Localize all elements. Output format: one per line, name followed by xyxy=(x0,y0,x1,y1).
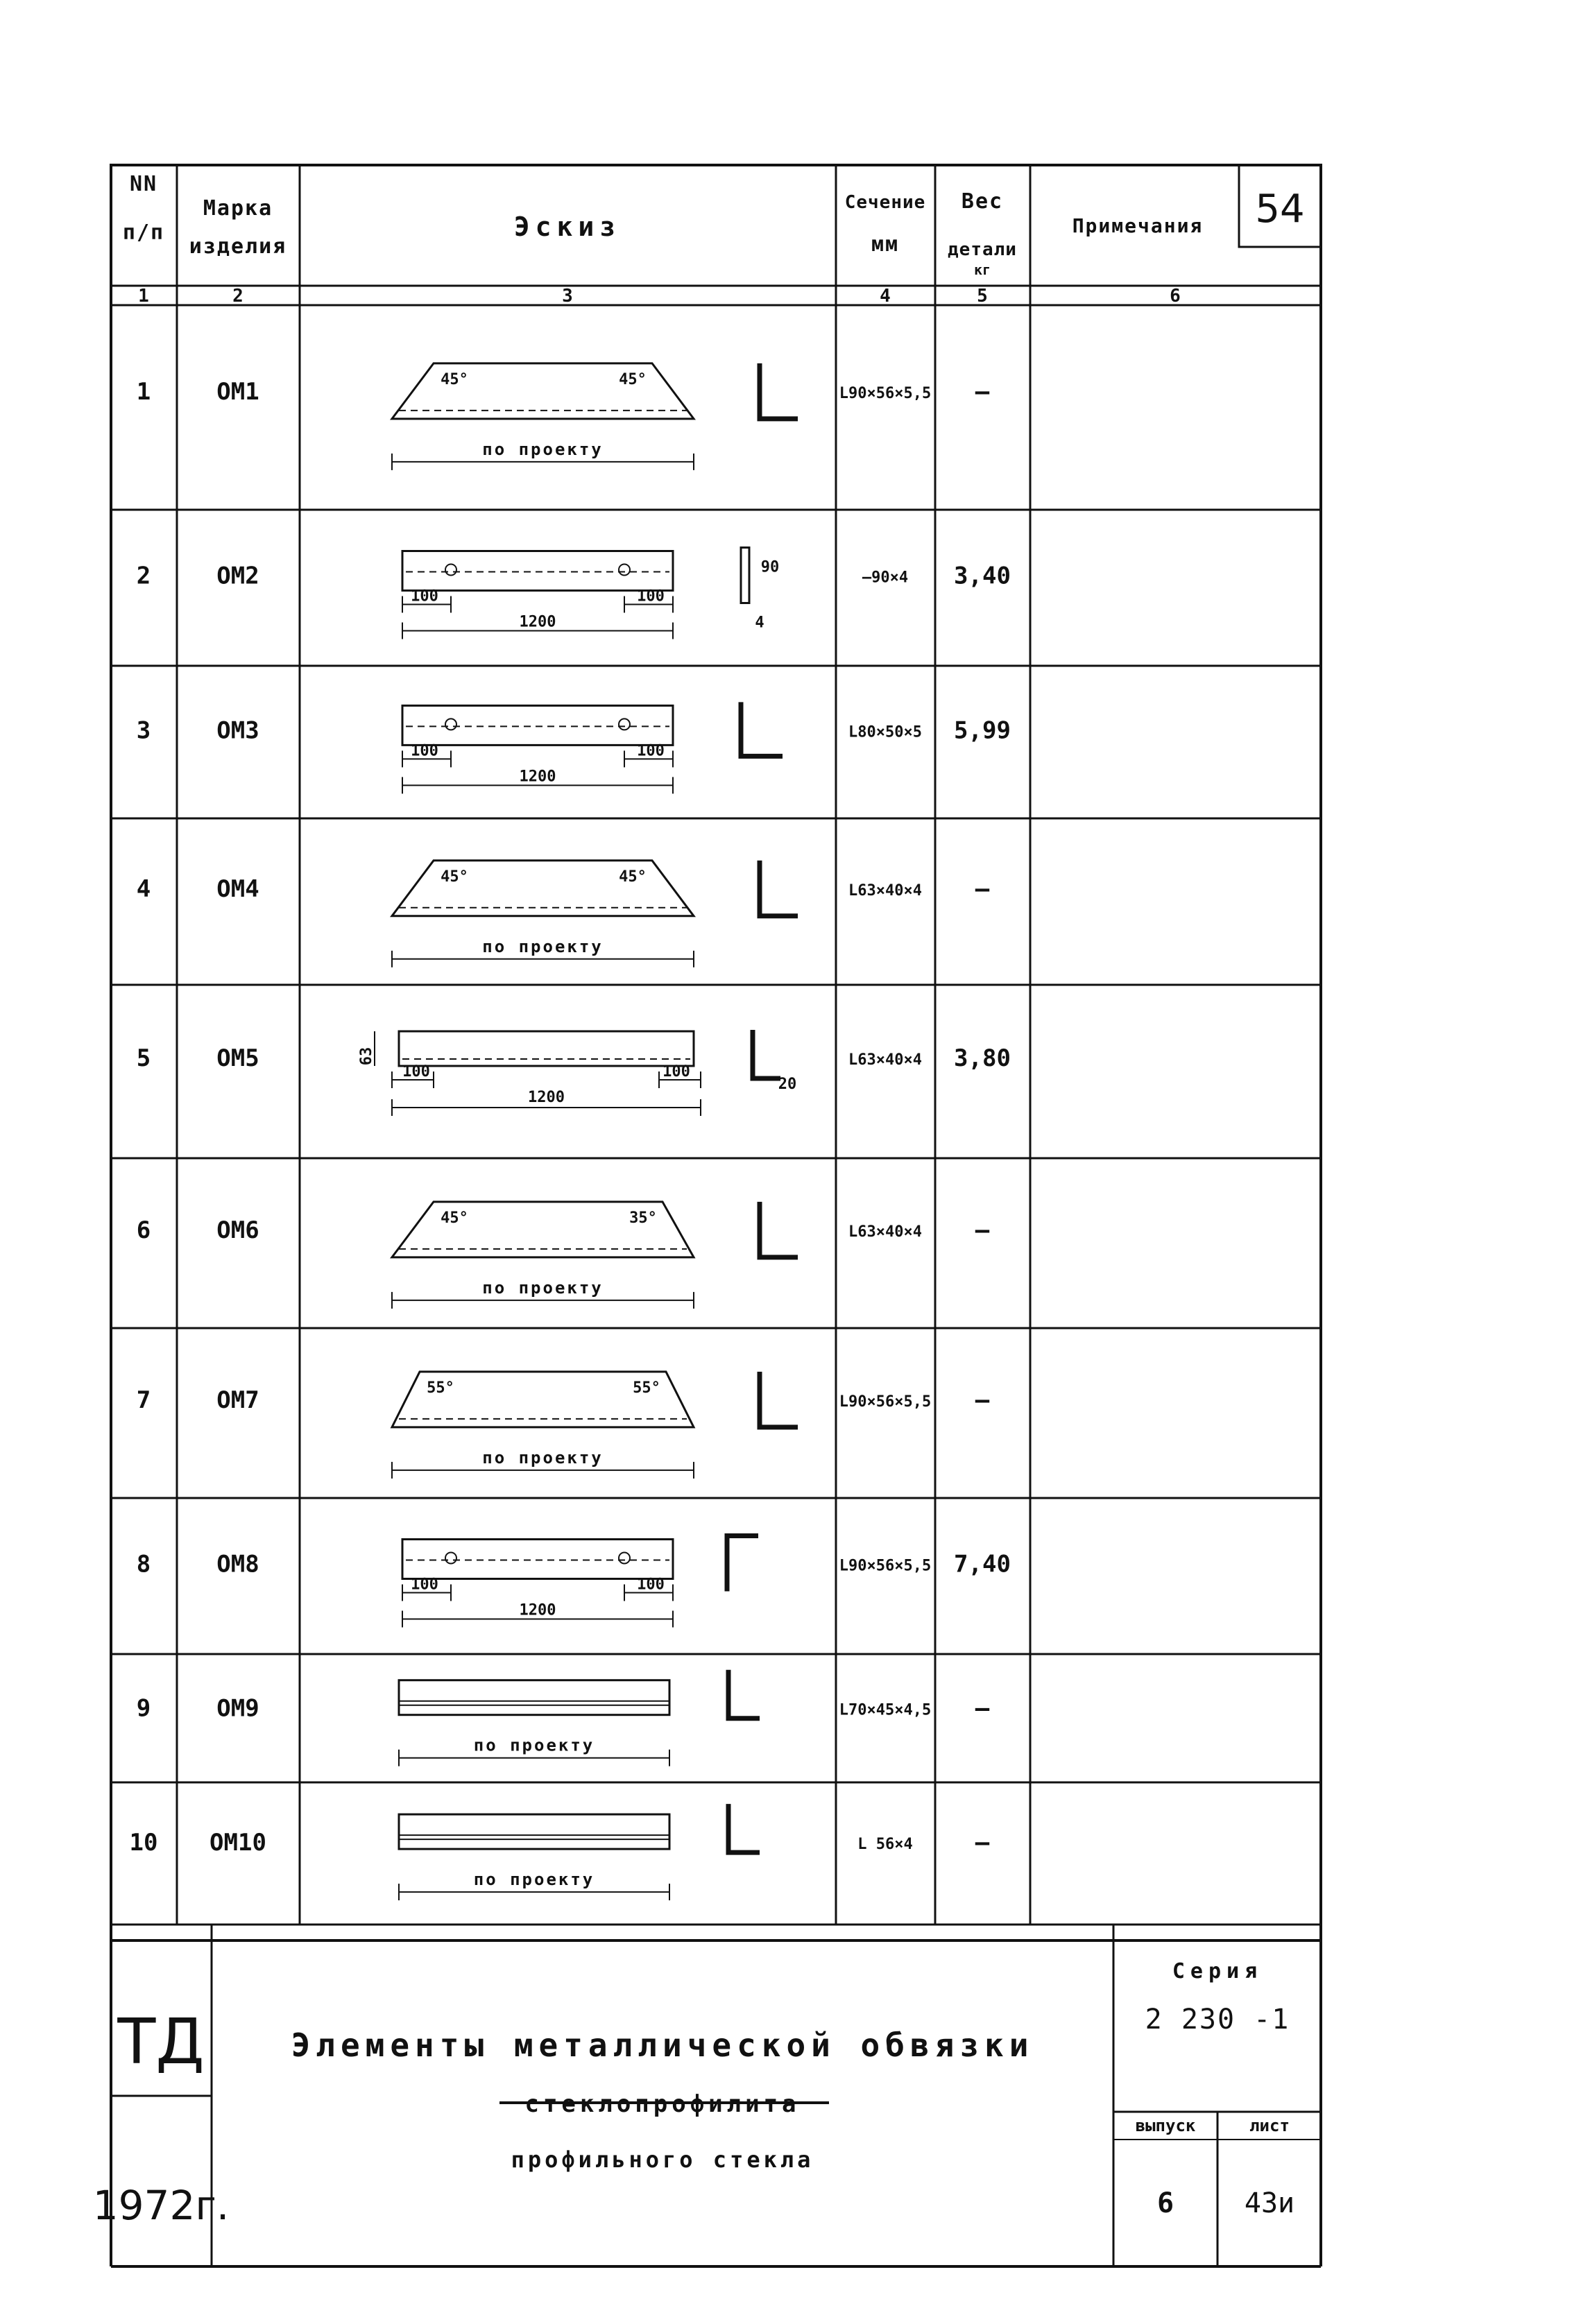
left-offset-label: 100 xyxy=(411,742,438,760)
header-pp: п/п xyxy=(122,221,165,245)
header-mark: Марка xyxy=(203,196,273,221)
colnum-5: 5 xyxy=(977,286,988,307)
row-number: 9 xyxy=(136,1694,151,1723)
colnum-4: 4 xyxy=(880,286,891,307)
row-weight: – xyxy=(975,1829,990,1857)
hole-marker xyxy=(445,718,456,730)
title-struck: стеклопрофилита xyxy=(524,2090,801,2118)
row-section: L 56×4 xyxy=(857,1836,913,1854)
hole-marker xyxy=(619,565,630,576)
row-section: L90×56×5,5 xyxy=(839,1557,932,1575)
row-weight: – xyxy=(975,1694,990,1723)
colnum-1: 1 xyxy=(138,286,149,307)
inverted-angle-icon xyxy=(727,1536,758,1592)
row-number: 1 xyxy=(136,377,151,406)
angle-right-label: 45° xyxy=(619,868,647,886)
header-nn: NN xyxy=(129,172,158,196)
length-label: по проекту xyxy=(473,1735,595,1755)
row-section: –90×4 xyxy=(862,569,909,587)
colnum-3: 3 xyxy=(562,286,573,307)
angle-icon xyxy=(760,1372,798,1427)
org-mark: ТД xyxy=(117,2006,205,2078)
row-mark: ОМ2 xyxy=(216,562,259,590)
page-number: 54 xyxy=(1255,187,1305,232)
series-value: 2 230 -1 xyxy=(1145,2004,1290,2035)
hole-marker xyxy=(619,1553,630,1564)
row-number: 7 xyxy=(136,1386,151,1414)
right-offset-label: 100 xyxy=(637,1576,665,1594)
row-weight: – xyxy=(975,875,990,903)
row-number: 5 xyxy=(136,1044,151,1072)
row-mark: ОМ10 xyxy=(210,1829,266,1857)
sketch-bar xyxy=(399,1031,694,1066)
colnum-6: 6 xyxy=(1170,286,1181,307)
table-body xyxy=(111,363,1321,1925)
row-section: L80×50×5 xyxy=(848,723,922,741)
row-weight: 7,40 xyxy=(954,1550,1011,1578)
row-mark: ОМ3 xyxy=(216,716,259,745)
year-mark: 1972г. xyxy=(92,2182,230,2229)
series-label: Серия xyxy=(1172,1959,1263,1983)
row-mark: ОМ9 xyxy=(216,1694,259,1723)
header-weight: Вес xyxy=(961,189,1004,214)
row-section: L90×56×5,5 xyxy=(839,384,932,402)
plate-section-icon xyxy=(741,548,749,603)
header-kg: кг xyxy=(973,261,991,278)
sheet-value: 43и xyxy=(1244,2187,1295,2219)
row-weight: – xyxy=(975,1216,990,1244)
angle-icon xyxy=(760,363,798,419)
row-mark: ОМ6 xyxy=(216,1216,259,1244)
angle-right-label: 55° xyxy=(633,1379,660,1397)
side-thickness-label: 4 xyxy=(755,614,764,632)
angle-left-label: 45° xyxy=(441,1209,468,1227)
right-offset-label: 100 xyxy=(663,1063,690,1081)
row-mark: ОМ1 xyxy=(216,377,259,406)
sketch-plate xyxy=(402,551,673,591)
header-detail: детали xyxy=(948,239,1017,260)
angle-left-label: 45° xyxy=(441,868,468,886)
header-section: Сечение xyxy=(844,192,926,213)
length-label: 1200 xyxy=(519,768,556,786)
angle-right-label: 35° xyxy=(629,1209,657,1227)
hole-marker xyxy=(445,1553,456,1564)
angle-left-label: 55° xyxy=(427,1379,454,1397)
title-sub: профильного стекла xyxy=(511,2146,814,2173)
row-weight: 5,99 xyxy=(954,716,1011,745)
row-section: L63×40×4 xyxy=(848,1223,922,1241)
row-number: 3 xyxy=(136,716,151,745)
side-label: 20 xyxy=(778,1076,797,1093)
angle-icon xyxy=(760,1202,798,1257)
length-label: 1200 xyxy=(519,1601,556,1619)
header-product: изделия xyxy=(189,234,287,259)
row-mark: ОМ5 xyxy=(216,1044,259,1072)
issue-value: 6 xyxy=(1156,2187,1174,2219)
title-main: Элементы металлической обвязки xyxy=(291,2026,1034,2064)
row-number: 6 xyxy=(136,1216,151,1244)
header-notes: Примечания xyxy=(1072,214,1204,237)
right-offset-label: 100 xyxy=(637,587,665,605)
row-number: 4 xyxy=(136,875,151,903)
hole-marker xyxy=(445,565,456,576)
row-mark: ОМ4 xyxy=(216,875,259,903)
left-offset-label: 100 xyxy=(411,587,438,605)
sketch-rect xyxy=(399,1680,669,1715)
row-weight: – xyxy=(975,1386,990,1414)
angle-icon xyxy=(760,861,798,916)
row-weight: 3,40 xyxy=(954,562,1011,590)
length-label: по проекту xyxy=(482,936,604,956)
length-label: по проекту xyxy=(473,1870,595,1890)
length-label: 1200 xyxy=(528,1089,565,1106)
row-weight: – xyxy=(975,377,990,406)
row-number: 10 xyxy=(129,1829,158,1857)
side-height-label: 90 xyxy=(760,558,780,576)
row-number: 2 xyxy=(136,562,151,590)
right-offset-label: 100 xyxy=(637,742,665,760)
hole-marker xyxy=(619,718,630,730)
left-offset-label: 100 xyxy=(411,1576,438,1594)
header-sketch: Эскиз xyxy=(513,212,622,242)
length-label: по проекту xyxy=(482,439,604,459)
angle-right-label: 45° xyxy=(619,370,647,388)
angle-icon xyxy=(753,1030,780,1078)
angle-icon xyxy=(728,1670,760,1719)
row-section: L70×45×4,5 xyxy=(839,1701,932,1719)
issue-label: выпуск xyxy=(1135,2116,1196,2135)
length-label: 1200 xyxy=(519,613,556,631)
title-block xyxy=(93,1925,1321,2266)
row-mark: ОМ8 xyxy=(216,1550,259,1578)
length-label: по проекту xyxy=(482,1277,604,1298)
row-weight: 3,80 xyxy=(954,1044,1011,1072)
table-grid xyxy=(111,165,1321,1940)
angle-left-label: 45° xyxy=(441,370,468,388)
row-section: L63×40×4 xyxy=(848,881,922,900)
colnum-2: 2 xyxy=(232,286,243,307)
angle-icon xyxy=(728,1804,760,1852)
row-mark: ОМ7 xyxy=(216,1386,259,1414)
row-section: L90×56×5,5 xyxy=(839,1393,932,1411)
length-label: по проекту xyxy=(482,1447,604,1467)
row-section: L63×40×4 xyxy=(848,1051,922,1069)
sketch-plate xyxy=(402,1540,673,1579)
row-number: 8 xyxy=(136,1550,151,1578)
height-label: 63 xyxy=(358,1047,375,1066)
sketch-rect xyxy=(399,1814,669,1849)
sheet-label: лист xyxy=(1249,2116,1290,2135)
left-offset-label: 100 xyxy=(402,1063,430,1081)
angle-icon xyxy=(741,702,783,756)
header-mm: мм xyxy=(871,232,900,257)
sketch-plate xyxy=(402,705,673,745)
